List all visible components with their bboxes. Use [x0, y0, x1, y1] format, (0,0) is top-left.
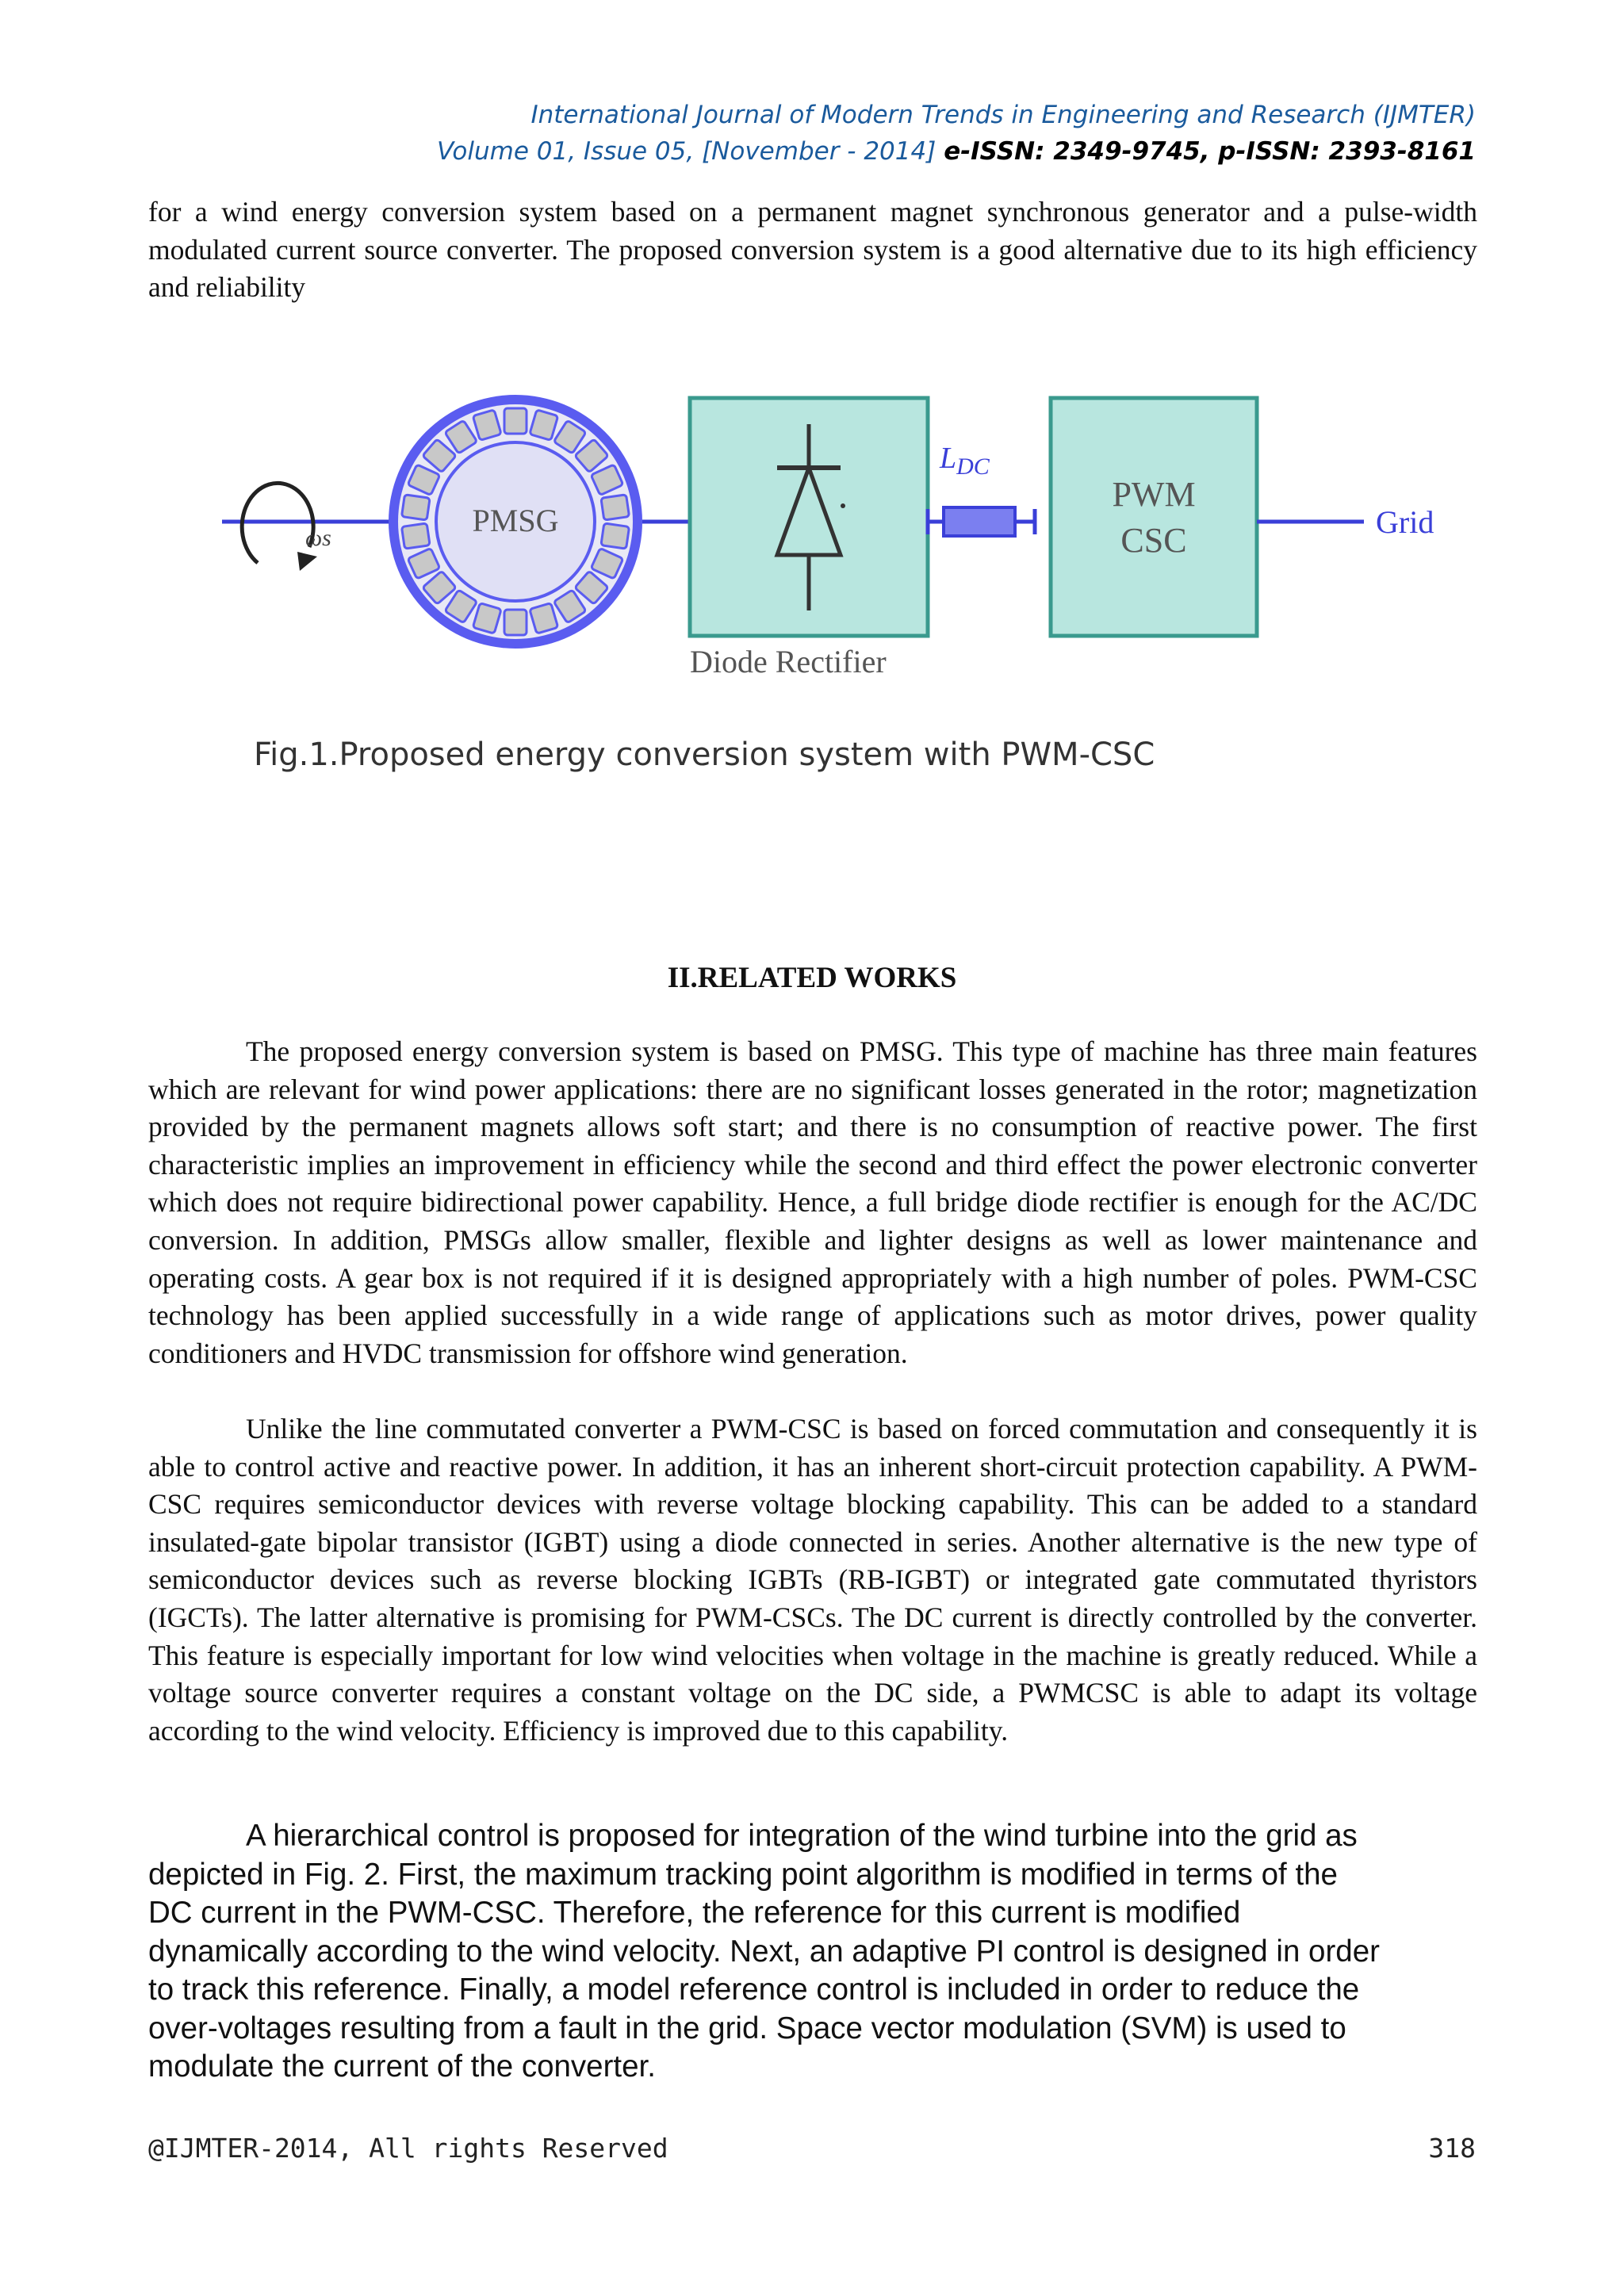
paragraph-line: modulate the current of the converter.	[148, 2049, 656, 2084]
paragraph-line: dynamically according to the wind velocity. Next, an adaptive PI control is designed in order	[148, 1934, 1380, 1969]
diode-rectifier-label: Diode Rectifier	[690, 644, 887, 679]
stator-slot	[601, 495, 630, 520]
page-number: 318	[1428, 2133, 1476, 2164]
diode-dot	[841, 503, 845, 508]
volume-info: Volume 01, Issue 05, [November - 2014]	[437, 137, 936, 166]
section-heading: II.RELATED WORKS	[667, 962, 957, 994]
footer-copyright: @IJMTER-2014, All rights Reserved	[148, 2133, 668, 2164]
stator-slot	[504, 610, 527, 635]
ldc-label: $L_{DC}$	[940, 442, 990, 480]
volume-issn-line	[0, 133, 1476, 170]
paragraph-line: A hierarchical control is proposed for integration of the wind turbine into the grid as	[246, 1819, 1358, 1853]
hierarchical-control-paragraph	[148, 1817, 1496, 2087]
paragraph-line: to track this reference. Finally, a model reference control is included in order to reduce the	[148, 1973, 1360, 2007]
figure-1-diagram	[222, 333, 1491, 801]
pwm-label: PWM	[1112, 475, 1196, 514]
csc-label: CSC	[1120, 521, 1187, 560]
page-header	[0, 97, 1476, 170]
inductor-ldc	[944, 507, 1015, 536]
grid-label: Grid	[1376, 504, 1434, 540]
paragraph-line: over-voltages resulting from a fault in the grid. Space vector modulation (SVM) is used to	[148, 2011, 1346, 2045]
issn-info: e-ISSN: 2349-9745, p-ISSN: 2393-8161	[944, 137, 1476, 166]
related-works-paragraph-2: Unlike the line commutated converter a PWM-CSC is based on forced commutation and consequently it is able to control active and reactive power. In addition, it has an inherent short-circuit protection capability. A PWM-CSC requires semiconductor devices with reverse voltage blocking capability. This can be added to a standard insulated-gate bipolar transistor (IGBT) using a diode connected in series. Another alternative is the new type of semiconductor devices such as reverse blocking IGBTs (RB-IGBT) or integrated gate commutated thyristors (IGCTs). The latter alternative is promising for PWM-CSCs. The DC current is directly controlled by the converter. This feature is especially important for low wind velocities when voltage in the machine is greatly reduced. While a voltage source converter requires a constant voltage on the DC side, a PWMCSC is able to adapt its voltage according to the wind velocity. Efficiency is improved due to this capability.	[148, 1413, 1477, 1747]
related-works-paragraph-1: The proposed energy conversion system is based on PMSG. This type of machine has three main features which are relevant for wind power applications: there are no significant losses generated in the rotor; magnetization provided by the permanent magnets allows soft start; and there is no consumption of reactive power. The first characteristic implies an improvement in efficiency while the second and third effect the power electronic converter which does not require bidirectional power capability. Hence, a full bridge diode rectifier is enough for the AC/DC conversion. In addition, PMSGs allow smaller, flexible and lighter designs as well as lower maintenance and operating costs. A gear box is not required if it is designed appropriately with a high number of poles. PWM-CSC technology has been applied successfully in a wide range of applications such as motor drives, power quality conditioners and HVDC transmission for offshore wind generation.	[148, 1035, 1477, 1369]
journal-title: International Journal of Modern Trends in Engineering and Research (IJMTER)	[530, 101, 1476, 129]
pmsg-label: PMSG	[472, 503, 559, 538]
stator-slot	[401, 523, 430, 549]
stator-slot	[601, 523, 630, 549]
paragraph-line: DC current in the PWM-CSC. Therefore, the reference for this current is modified	[148, 1896, 1241, 1930]
figure-caption: Fig.1.Proposed energy conversion system with PWM-CSC	[254, 737, 1155, 773]
intro-paragraph: for a wind energy conversion system based on a permanent magnet synchronous generator and a pulse-width modulated current source converter. The proposed conversion system is a good alternative due to its high efficiency and reliability	[148, 196, 1477, 304]
stator-slot	[401, 495, 430, 520]
paragraph-line: depicted in Fig. 2. First, the maximum tracking point algorithm is modified in terms of the	[148, 1857, 1338, 1892]
omega-label: ωs	[305, 525, 331, 551]
stator-slot	[504, 408, 527, 434]
pwm-csc-box	[1051, 398, 1257, 636]
rotation-arrowhead-icon	[297, 552, 317, 571]
